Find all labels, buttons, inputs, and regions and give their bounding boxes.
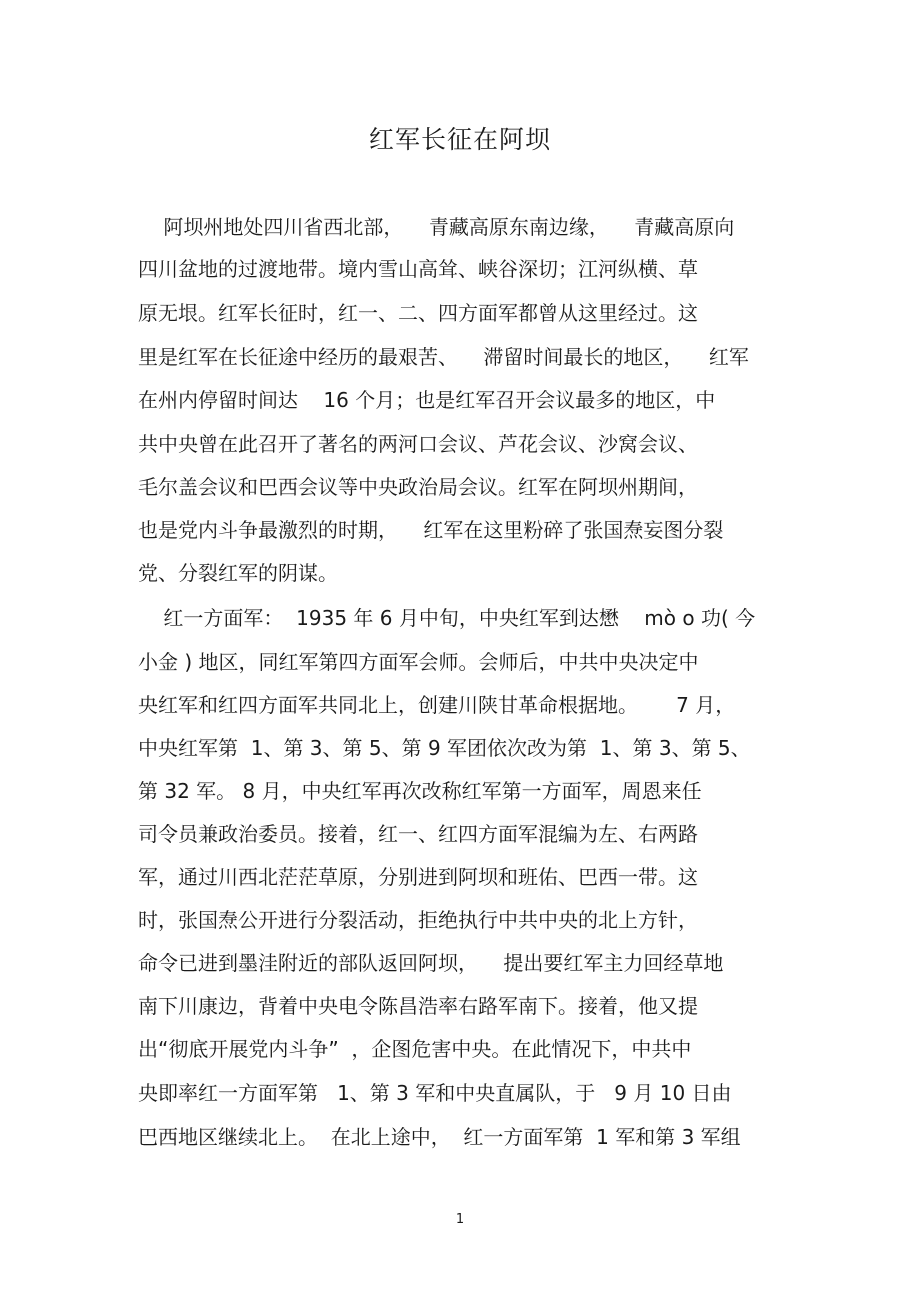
text-line: 央即率红一方面军第 1、第 3 军和中央直属队，于 9 月 10 日由 <box>138 1081 732 1105</box>
text-line: 红一方面军： 1935 年 6 月中旬，中央红军到达懋 mò o 功( 今 <box>138 606 756 630</box>
text-line: 南下川康边，背着中央电令陈昌浩率右路军南下。接着，他又提 <box>138 994 698 1018</box>
text-line: 中央红军第 1、第 3、第 5、第 9 军团依次改为第 1、第 3、第 5、 <box>138 736 751 760</box>
text-line: 阿坝州地处四川省西北部， 青藏高原东南边缘， 青藏高原向 <box>138 215 735 239</box>
text-line: 第 32 军。 8 月，中央红军再次改称红军第一方面军，周恩来任 <box>138 779 702 803</box>
text-line: 出“彻底开展党内斗争” ，企图危害中央。在此情况下，中共中 <box>138 1037 692 1061</box>
text-line: 原无垠。红军长征时，红一、二、四方面军都曾从这里经过。这 <box>138 301 698 325</box>
text-line: 巴西地区继续北上。 在北上途中， 红一方面军第 1 军和第 3 军组 <box>138 1125 741 1149</box>
text-line: 司令员兼政治委员。接着，红一、红四方面军混编为左、右两路 <box>138 822 698 846</box>
document-title: 红军长征在阿坝 <box>368 125 551 154</box>
text-line: 共中央曾在此召开了著名的两河口会议、芦花会议、沙窝会议、 <box>138 432 698 456</box>
text-line: 党、分裂红军的阴谋。 <box>138 561 338 585</box>
text-line: 里是红军在长征途中经历的最艰苦、 滞留时间最长的地区， 红军 <box>138 345 749 369</box>
text-line: 命令已进到墨洼附近的部队返回阿坝， 提出要红军主力回经草地 <box>138 951 724 975</box>
text-line: 也是党内斗争最激烈的时期， 红军在这里粉碎了张国焘妄图分裂 <box>138 518 724 542</box>
page-number: 1 <box>455 1212 465 1227</box>
text-line: 毛尔盖会议和巴西会议等中央政治局会议。红军在阿坝州期间， <box>138 475 698 499</box>
text-line: 军，通过川西北茫茫草原，分别进到阿坝和班佑、巴西一带。这 <box>138 865 698 889</box>
text-line: 在州内停留时间达 16 个月；也是红军召开会议最多的地区，中 <box>138 388 716 412</box>
text-line: 央红军和红四方面军共同北上，创建川陕甘革命根据地。 7 月， <box>138 693 736 717</box>
text-line: 四川盆地的过渡地带。境内雪山高耸、峡谷深切；江河纵横、草 <box>138 257 698 281</box>
text-line: 小金 ) 地区，同红军第四方面军会师。会师后，中共中央决定中 <box>138 650 699 674</box>
text-line: 时，张国焘公开进行分裂活动，拒绝执行中共中央的北上方针， <box>138 908 698 932</box>
